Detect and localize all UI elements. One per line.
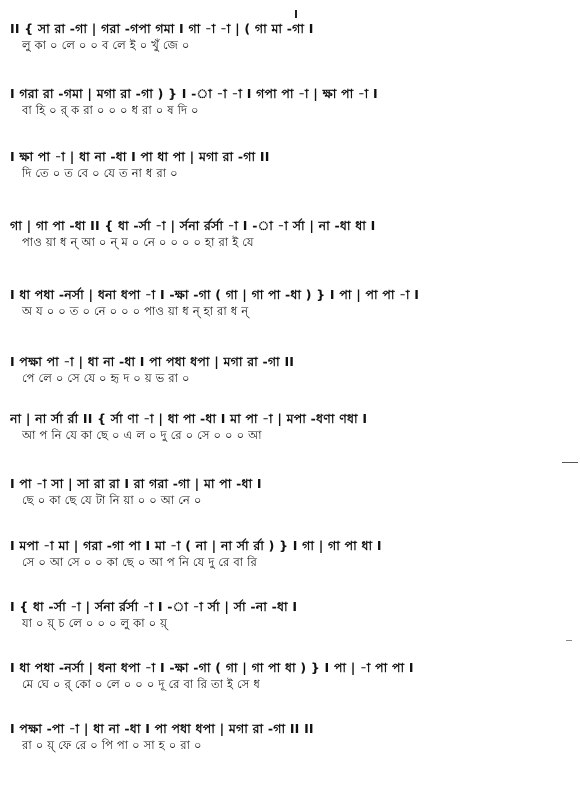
notes-line: I ধা পধা -নর্সা | ধনা ধপা -া I -ক্ষা -গা ( গা | গা পা -ধা ) } I পা | পা পা -া I (10, 287, 420, 302)
lyrics-line: মে ঘে ০ র্ কো ০ লে ০ ০ ০ দূ রে বা রি তা ই সে ধ (22, 677, 260, 691)
notes-line: II { সা রা -গা | গরা -গপা গমা I গা -া -া | ( গা মা -গা I (10, 21, 314, 36)
lyrics-line: ছে ০ কা ছে যে টা নি য়া ০ ০ আ নে ০ (22, 493, 202, 507)
lyrics-line: দি তে ০ ত বে ০ যে ত না ধ রা ০ (22, 166, 178, 180)
lyrics-line: বা হি ০ র্ ক রা ০ ০ ০ ধ রা ০ ষ দি ০ (22, 103, 199, 117)
notes-line: I পা -া সা | সা রা রা I রা গরা -গা | মা পা -ধা I (10, 476, 262, 491)
notes-line: I পক্ষা -পা -া | ধা না -ধা I পা পধা ধপা | মগা রা -গা II II (10, 721, 314, 736)
stave (10, 537, 558, 571)
notes-line: I মপা -া মা | গরা -গা পা I মা -া ( না | না র্সা র্রা ) } I গা | গা পা ধা I (10, 538, 382, 553)
lyrics-line: যা ০ য়্ চ লে ০ ০ ০ লু কা ০ য়্ (22, 616, 168, 630)
stave (10, 720, 558, 754)
notes-line: I ধা পধা -নর্সা | ধনা ধপা -া I -ক্ষা -গা ( গা | গা পা ধা ) } I পা | -া পা পা I (10, 660, 414, 675)
stave (10, 353, 558, 387)
stave (10, 410, 558, 444)
stave (10, 475, 558, 509)
notes-line: গা | গা পা -ধা II { ধা -র্সা -া | র্সনা র্রর্সা -া I -া -া র্সা | না -ধা ধা I (10, 218, 376, 233)
notes-line: I { ধা -র্সা -া | র্সনা র্রর্সা -া I -া -া র্সা | র্সা -না -ধা I (10, 599, 298, 614)
stave (10, 20, 558, 54)
lyrics-line: পাও য়া ধ ন্ আ ০ ন্ ম ০ নে ০ ০ ০ ০ হা রা ই যে (22, 235, 254, 249)
notes-line: I গরা রা -গমা | মগা রা -গা ) } I -া -া -া I গপা পা -া | ক্ষা পা -া I (10, 86, 378, 101)
notes-line: না | না র্সা র্রা II { র্সা ণা -া | ধা পা -ধা I মা পা -া | মপা -ধণা ণধা I (10, 411, 368, 426)
stave (10, 85, 558, 119)
lyrics-line: পে লে ০ সে যে ০ হৃ দ ০ য় ভ রা ০ (22, 371, 190, 385)
stave (10, 598, 558, 632)
lyrics-line: আ প নি যে কা ছে ০ এ ল ০ দু রে ০ সে ০ ০ ০ আ (22, 428, 262, 442)
page-tick-mark (295, 10, 297, 18)
stave (10, 217, 558, 251)
margin-mark (562, 462, 578, 463)
lyrics-line: অ য ০ ০ ত ০ নে ০ ০ ০ পাও য়া ধ ন্ হা রা ধ ন্ (22, 304, 249, 318)
notes-line: I পক্ষা পা -া | ধা না -ধা I পা পধা ধপা | মগা রা -গা II (10, 354, 295, 369)
stave (10, 148, 558, 182)
lyrics-line: রা ০ য়্ ফে রে ০ পি পা ০ সা হ ০ রা ০ (22, 738, 202, 752)
stave (10, 659, 558, 693)
lyrics-line: সে ০ আ সে ০ ০ কা ছে ০ আ প নি যে দু রে বা রি (22, 555, 258, 569)
lyrics-line: লু কা ০ লে ০ ০ ব লে ই ০ খুঁ জে ০ (22, 38, 190, 52)
stave (10, 286, 558, 320)
notes-line: I ক্ষা পা -া | ধা না -ধা I পা ধা পা | মগা রা -গা II (10, 149, 270, 164)
edge-mark (566, 640, 572, 641)
